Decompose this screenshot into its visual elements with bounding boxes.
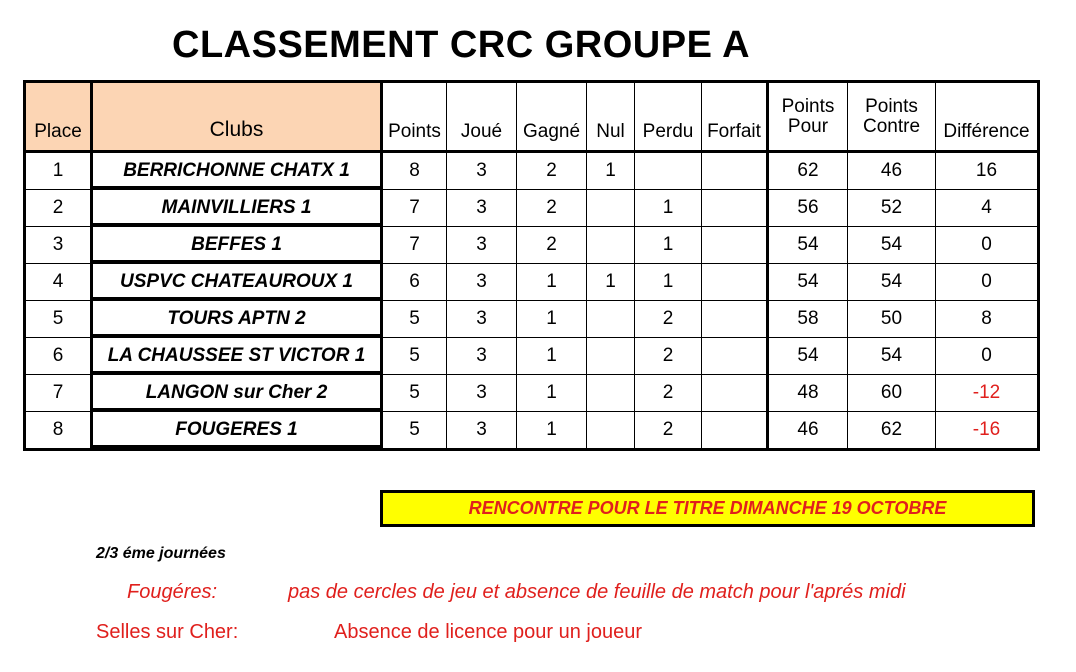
- cell-place: 3: [25, 227, 92, 264]
- cell-points: 5: [382, 301, 447, 338]
- header-row: [25, 82, 1039, 152]
- header-clubs: Clubs: [92, 82, 382, 152]
- cell-gagne: 1: [517, 338, 587, 375]
- cell-perdu: 1: [635, 264, 702, 301]
- cell-pour: 58: [768, 301, 848, 338]
- cell-contre: 54: [848, 264, 936, 301]
- cell-perdu: 2: [635, 338, 702, 375]
- cell-nul: [587, 301, 635, 338]
- cell-pour: 62: [768, 152, 848, 190]
- header-points-contre: Points Contre: [848, 82, 936, 152]
- cell-diff: 4: [936, 190, 1039, 227]
- cell-pour: 48: [768, 375, 848, 412]
- cell-diff: -16: [936, 412, 1039, 450]
- cell-perdu: 1: [635, 227, 702, 264]
- table-row: [25, 412, 1039, 450]
- cell-perdu: 2: [635, 412, 702, 450]
- cell-place: 7: [25, 375, 92, 412]
- cell-club: MAINVILLIERS 1: [92, 190, 382, 227]
- cell-joue: 3: [447, 227, 517, 264]
- cell-joue: 3: [447, 152, 517, 190]
- cell-place: 8: [25, 412, 92, 450]
- cell-forfait: [702, 264, 768, 301]
- cell-diff: 0: [936, 227, 1039, 264]
- cell-joue: 3: [447, 412, 517, 450]
- cell-joue: 3: [447, 338, 517, 375]
- cell-gagne: 2: [517, 190, 587, 227]
- cell-joue: 3: [447, 190, 517, 227]
- table-row: [25, 301, 1039, 338]
- cell-joue: 3: [447, 375, 517, 412]
- cell-diff: 0: [936, 338, 1039, 375]
- cell-forfait: [702, 227, 768, 264]
- cell-diff: 8: [936, 301, 1039, 338]
- cell-points: 7: [382, 227, 447, 264]
- cell-club: LANGON sur Cher 2: [92, 375, 382, 412]
- cell-place: 4: [25, 264, 92, 301]
- cell-diff: -12: [936, 375, 1039, 412]
- note-1-label: Fougéres:: [127, 581, 218, 603]
- cell-club: TOURS APTN 2: [92, 301, 382, 338]
- cell-forfait: [702, 152, 768, 190]
- cell-contre: 54: [848, 338, 936, 375]
- cell-contre: 46: [848, 152, 936, 190]
- cell-points: 6: [382, 264, 447, 301]
- table-row: [25, 227, 1039, 264]
- cell-nul: [587, 190, 635, 227]
- cell-pour: 54: [768, 264, 848, 301]
- header-place: Place: [25, 82, 92, 152]
- cell-pour: 54: [768, 227, 848, 264]
- cell-nul: [587, 338, 635, 375]
- cell-gagne: 1: [517, 264, 587, 301]
- cell-club: FOUGERES 1: [92, 412, 382, 450]
- header-gagne: Gagné: [517, 82, 587, 152]
- header-forfait: Forfait: [702, 82, 768, 152]
- cell-club: LA CHAUSSEE ST VICTOR 1: [92, 338, 382, 375]
- cell-contre: 60: [848, 375, 936, 412]
- cell-place: 2: [25, 190, 92, 227]
- cell-club: BEFFES 1: [92, 227, 382, 264]
- cell-nul: [587, 412, 635, 450]
- header-difference: Différence: [936, 82, 1039, 152]
- cell-place: 1: [25, 152, 92, 190]
- table-row: [25, 152, 1039, 190]
- table-row: [25, 190, 1039, 227]
- cell-points: 5: [382, 375, 447, 412]
- cell-contre: 54: [848, 227, 936, 264]
- header-perdu: Perdu: [635, 82, 702, 152]
- header-nul: Nul: [587, 82, 635, 152]
- cell-forfait: [702, 375, 768, 412]
- cell-pour: 46: [768, 412, 848, 450]
- cell-gagne: 1: [517, 375, 587, 412]
- cell-club: USPVC CHATEAUROUX 1: [92, 264, 382, 301]
- cell-points: 8: [382, 152, 447, 190]
- header-points-pour: Points Pour: [768, 82, 848, 152]
- cell-pour: 54: [768, 338, 848, 375]
- cell-joue: 3: [447, 301, 517, 338]
- cell-club: BERRICHONNE CHATX 1: [92, 152, 382, 190]
- header-joue: Joué: [447, 82, 517, 152]
- cell-contre: 62: [848, 412, 936, 450]
- cell-nul: 1: [587, 152, 635, 190]
- cell-diff: 16: [936, 152, 1039, 190]
- cell-perdu: 1: [635, 190, 702, 227]
- note-1-text: pas de cercles de jeu et absence de feuille de match pour l'aprés midi: [288, 581, 906, 603]
- cell-points: 7: [382, 190, 447, 227]
- cell-pour: 56: [768, 190, 848, 227]
- banner-text: RENCONTRE POUR LE TITRE DIMANCHE 19 OCTOBRE: [468, 498, 947, 518]
- note-2-label: Selles sur Cher:: [96, 621, 239, 643]
- cell-perdu: [635, 152, 702, 190]
- title-match-banner: [380, 490, 1035, 527]
- cell-forfait: [702, 412, 768, 450]
- cell-contre: 50: [848, 301, 936, 338]
- cell-gagne: 2: [517, 227, 587, 264]
- table-row: [25, 375, 1039, 412]
- cell-joue: 3: [447, 264, 517, 301]
- journee-label: 2/3 éme journées: [96, 545, 226, 562]
- note-2-text: Absence de licence pour un joueur: [334, 621, 642, 643]
- cell-place: 6: [25, 338, 92, 375]
- cell-points: 5: [382, 412, 447, 450]
- cell-forfait: [702, 301, 768, 338]
- page-title: CLASSEMENT CRC GROUPE A: [172, 24, 751, 66]
- cell-contre: 52: [848, 190, 936, 227]
- cell-forfait: [702, 190, 768, 227]
- cell-perdu: 2: [635, 301, 702, 338]
- cell-place: 5: [25, 301, 92, 338]
- table-row: [25, 338, 1039, 375]
- cell-perdu: 2: [635, 375, 702, 412]
- cell-gagne: 1: [517, 301, 587, 338]
- cell-nul: [587, 375, 635, 412]
- standings-table: [23, 80, 1040, 451]
- cell-points: 5: [382, 338, 447, 375]
- header-points: Points: [382, 82, 447, 152]
- cell-forfait: [702, 338, 768, 375]
- table-row: [25, 264, 1039, 301]
- cell-nul: 1: [587, 264, 635, 301]
- cell-nul: [587, 227, 635, 264]
- cell-gagne: 1: [517, 412, 587, 450]
- cell-gagne: 2: [517, 152, 587, 190]
- cell-diff: 0: [936, 264, 1039, 301]
